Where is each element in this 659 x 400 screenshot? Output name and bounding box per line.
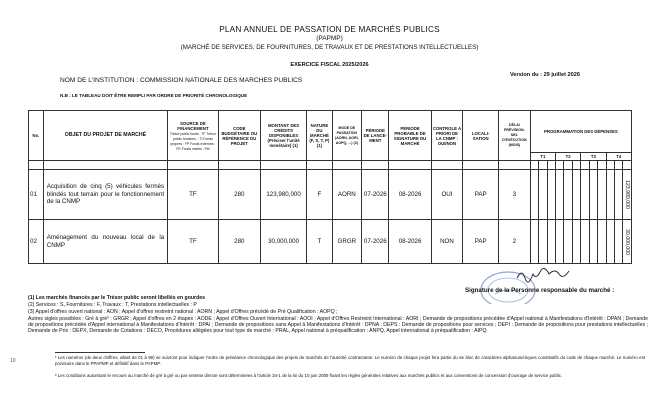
col-programmation: PROGRAMMATION DES DÉPENSES bbox=[530, 111, 631, 153]
legend-item: Autres sigles possibles : Gré à gré² : GRGR ; Appel d'offres en 2 étapes : AODE ; Appel d'Offres Ouvert International : AOOI ; Appel d'Offres Restreint International : AORI ; Demande de propositions précédée d'Appel national à Manifestations d'Intérêt : DPAN ; Demande de propositions précédée d'Appel international à Manifestations d'Intérêt : DPAI ; Demande de propositions sans Appel à Manifestations d'Intérêt : DPNA ; DEPS : Demande de propositions pour services ; DEPI : Demande de propositions pour prestations intellectuelles ; Demande de Prix : DEPX, Demande de Cotations : DECO, Procédures allégées pour tout type de marché : PRAL, Appel national à préqualification : ANPQ, Appel international à préqualification : AIPQ bbox=[28, 316, 648, 334]
col-signature: PÉRIODE PROBABLE DE SIGNATURE DU MARCHÉ bbox=[389, 111, 431, 161]
document-scope: (MARCHÉ DE SERVICES, DE FOURNITURES, DE TRAVAUX ET DE PRESTATIONS INTELLECTUELLES) bbox=[180, 44, 479, 51]
row-delai: 2 bbox=[499, 220, 531, 264]
col-source-title: SOURCE DE FINANCEMENT bbox=[177, 120, 209, 131]
footnote-divider bbox=[55, 352, 145, 353]
col-objet: OBJET DU PROJET DE MARCHÉ bbox=[43, 111, 167, 161]
col-source bbox=[168, 111, 219, 161]
row-programmation bbox=[623, 220, 632, 264]
row-source: TF bbox=[168, 170, 219, 220]
page-number: 10 bbox=[10, 358, 16, 364]
row-mode: AORN bbox=[332, 170, 362, 220]
row-signature: 08-2026 bbox=[389, 170, 431, 220]
programmation-value: 30,000,000 bbox=[624, 228, 631, 255]
document-title: PLAN ANNUEL DE PASSATION DE MARCHÉS PUBLICS bbox=[219, 25, 440, 34]
procurement-table bbox=[28, 110, 632, 264]
col-mode: MODE DE PASSATION (AORN, AORI, AOPQ, ...) (3) bbox=[332, 111, 362, 161]
row-delai: 3 bbox=[499, 170, 531, 220]
col-delai: DÉLAI PRÉVISION- NEL D'EXÉCUTION (MOIS) bbox=[499, 111, 531, 161]
row-controle: OUI bbox=[431, 170, 463, 220]
row-no: 01 bbox=[29, 170, 44, 220]
spacer-row bbox=[29, 161, 632, 170]
row-code: 280 bbox=[218, 170, 260, 220]
quarter-t1: T1 bbox=[530, 153, 555, 161]
row-controle: NON bbox=[431, 220, 463, 264]
col-montant: MONTANT DES CRÉDITS DISPONIBLES (Préciser l'unité monétaire) (1) bbox=[260, 111, 306, 161]
row-nature: F bbox=[307, 170, 332, 220]
row-localisation: PAP bbox=[463, 170, 499, 220]
quarter-t2: T2 bbox=[555, 153, 580, 161]
row-source: TF bbox=[168, 220, 219, 264]
row-mode: GRGR bbox=[332, 220, 362, 264]
footnote: ² Les conditions autorisant le recours au marché de gré à gré ou par entente directe sont déterminées à l'article 34-1 de la loi du 10 juin 2009 fixant les règles générales relatives aux marchés publics et aux conventions de concession d'ouvrage de service public. bbox=[55, 373, 563, 378]
row-montant: 30,000,000 bbox=[260, 220, 306, 264]
document-abbr: (PAPMP) bbox=[316, 35, 343, 42]
col-localisation: LOCALI- SATION bbox=[463, 111, 499, 161]
col-no: No. bbox=[29, 111, 44, 161]
footnote: ¹ Les numéros (de deux chiffres, allant de 01 à 99) se suivront pour indiquer l'ordre de préséance chronologique des projets de marchés de l'autorité contractante. Le numéro de chaque projet fera partie du 6e bloc de caractères alphanumériques constitutifs du code de chaque marché. Le numéro est provisoire dans le PPAPMP et définitif dans le PAPMP. bbox=[55, 355, 645, 366]
table-row bbox=[29, 220, 632, 264]
col-source-detail: Trésor public fonds : TF Trésor public fonds/ex. : TI Fonds propres : FP Fonds externes : FE Fonds mixtes : FM bbox=[169, 131, 217, 151]
legend-item: (3) Appel d'offres ouvert national : AON ; Appel d'offres restreint national : AORN ; Appel d'Offres précédé de Pré Qualification : AOPQ ; bbox=[28, 309, 338, 315]
legend-item: (1) Les marchés financés par le Trésor public seront libellés en gourdes bbox=[28, 295, 206, 301]
fiscal-year: EXERCICE FISCAL 2025/2026 bbox=[290, 62, 369, 68]
quarter-t3: T3 bbox=[581, 153, 606, 161]
programmation-value: 123,980,000 bbox=[624, 180, 631, 209]
row-nature: T bbox=[307, 220, 332, 264]
row-objet: Acquisition de cinq (5) véhicules fermés blindés tout terrain pour le fonctionnement de la CNMP bbox=[43, 170, 167, 220]
legend-item: (2) Services : S, Fournitures : F, Travaux : T, Prestations intellectuelles : P bbox=[28, 302, 197, 308]
col-lancement: PÉRIODE DE LANCE- MENT bbox=[362, 111, 389, 161]
institution-name: NOM DE L'INSTITUTION : COMMISSION NATIONALE DES MARCHES PUBLICS bbox=[60, 77, 303, 84]
quarter-t4: T4 bbox=[606, 153, 631, 161]
signature-scribble bbox=[515, 266, 575, 284]
row-montant: 123,980,000 bbox=[260, 170, 306, 220]
col-nature: NATURE DU MARCHÉ (F, S, T, P) (1) bbox=[307, 111, 332, 161]
header-row bbox=[29, 111, 632, 153]
row-objet: Aménagement du nouveau local de la CNMP bbox=[43, 220, 167, 264]
row-programmation bbox=[623, 170, 632, 220]
row-lancement: 07-2026 bbox=[362, 220, 389, 264]
row-lancement: 07-2026 bbox=[362, 170, 389, 220]
version-date: Version du : 29 juillet 2026 bbox=[510, 72, 580, 78]
row-localisation: PAP bbox=[463, 220, 499, 264]
row-no: 02 bbox=[29, 220, 44, 264]
row-signature: 08-2026 bbox=[389, 220, 431, 264]
signature-label: Signature de la Personne responsable du marché : bbox=[465, 287, 615, 294]
col-controle: CONTROLE A PRIORI DE LA CNMP : OUI/NON bbox=[431, 111, 463, 161]
col-code: CODE BUDGÉTAIRE OU RÉFÉRENCE DU PROJET bbox=[218, 111, 260, 161]
row-code: 280 bbox=[218, 220, 260, 264]
table-row bbox=[29, 170, 632, 220]
chronology-note: N.B : LE TABLEAU DOIT ÊTRE REMPLI PAR ORDRE DE PRIORITÉ CHRONOLOGIQUE bbox=[60, 93, 248, 98]
